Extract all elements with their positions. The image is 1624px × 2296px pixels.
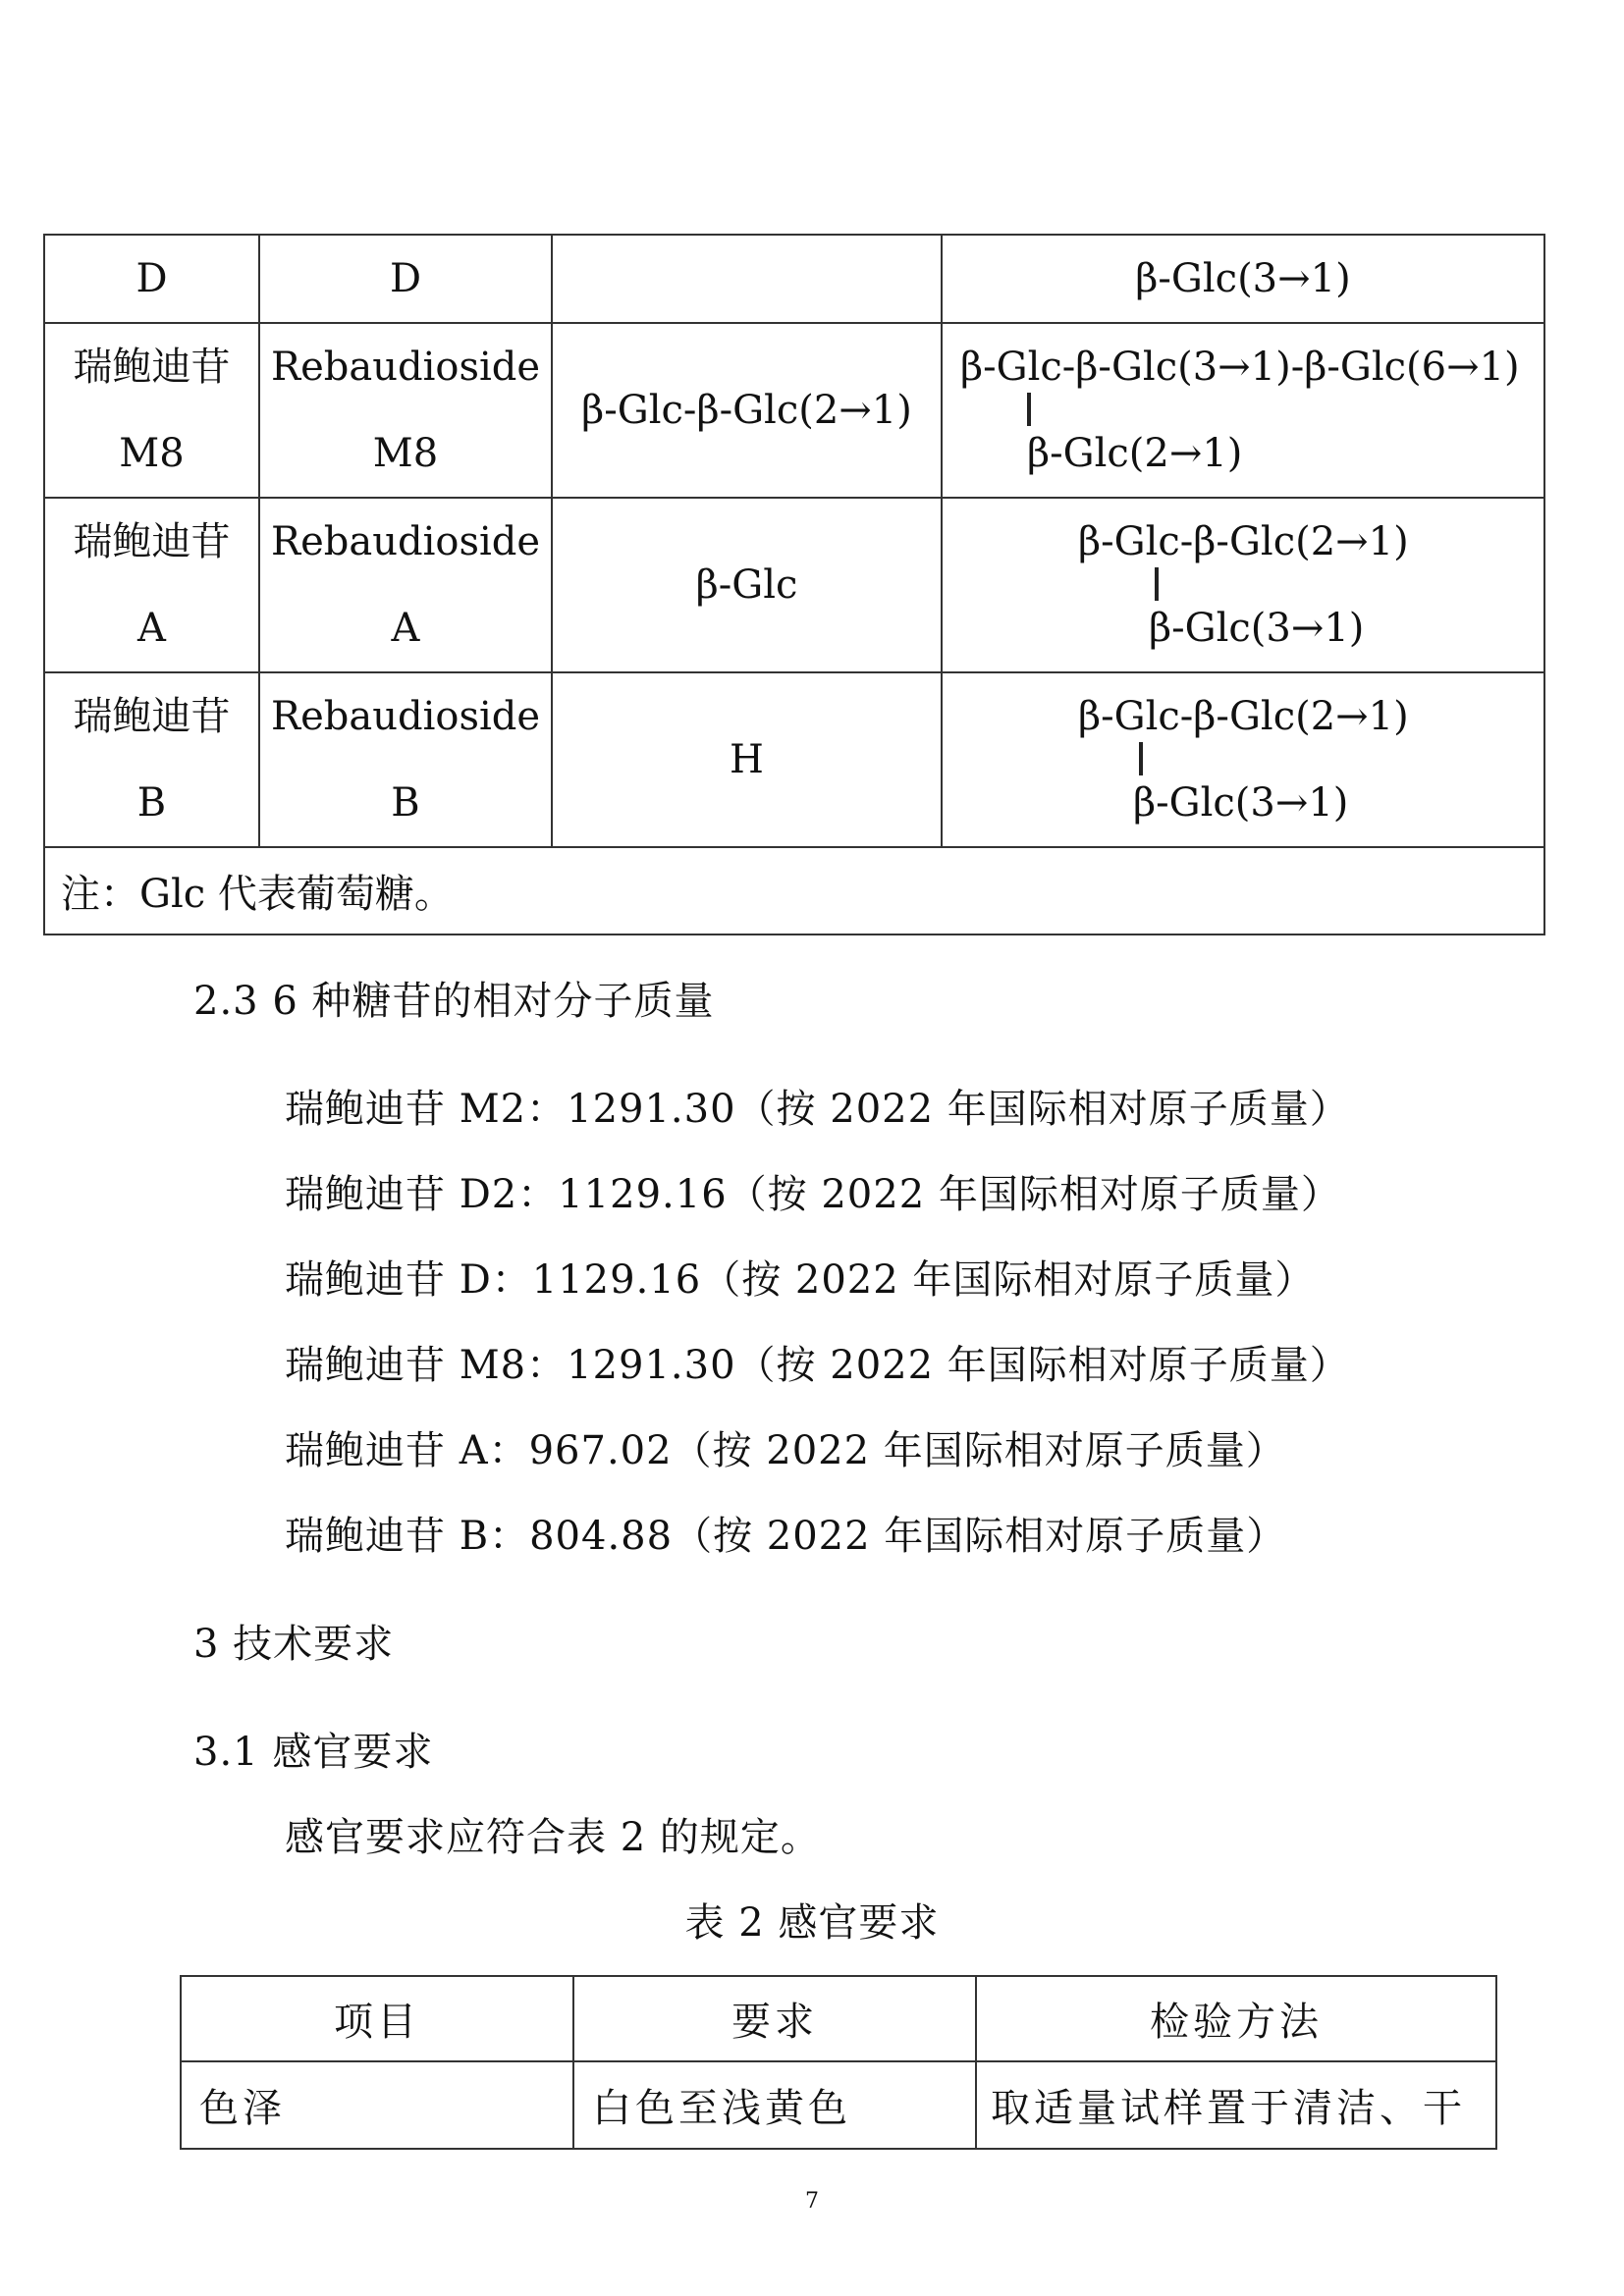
r1-cell: [552, 235, 942, 323]
test-method-cell: 取适量试样置于清洁、干: [976, 2061, 1496, 2149]
table-row: [181, 2061, 1496, 2149]
table-row: [44, 672, 1544, 847]
cn-name-line: M8: [119, 431, 185, 476]
r2-branch: β-Glc(2→1): [1027, 431, 1243, 476]
r2-cell: [942, 672, 1544, 847]
section-heading-2-3: 2.3 6 种糖苷的相对分子质量: [193, 979, 715, 1024]
section-heading-3-1: 3.1 感官要求: [193, 1730, 434, 1775]
en-name-line: A: [391, 606, 420, 651]
en-name-cell: [259, 498, 552, 672]
table-row: [44, 235, 1544, 323]
r2-main-chain: β-Glc-β-Glc(2→1): [1078, 694, 1409, 739]
molecular-mass-item: 瑞鲍迪苷 B：804.88（按 2022 年国际相对原子质量）: [285, 1514, 1287, 1559]
r2-main-chain: β-Glc-β-Glc(3→1)-β-Glc(6→1): [960, 345, 1520, 390]
cn-name-line: A: [137, 606, 166, 651]
molecular-mass-item: 瑞鲍迪苷 M2：1291.30（按 2022 年国际相对原子质量）: [285, 1087, 1350, 1132]
cn-name-cell: [44, 672, 259, 847]
r2-cell: [942, 323, 1544, 498]
en-name-line: M8: [372, 431, 439, 476]
r1-cell: H: [552, 672, 942, 847]
r2-main-chain: β-Glc-β-Glc(2→1): [1078, 519, 1409, 564]
r2-cell: [942, 498, 1544, 672]
sensory-requirements-table: [180, 1975, 1497, 2150]
requirement-cell: 白色至浅黄色: [573, 2061, 976, 2149]
glycoside-structure-table: [43, 234, 1545, 935]
r1-cell: β-Glc-β-Glc(2→1): [552, 323, 942, 498]
table2-caption: 表 2 感官要求: [684, 1900, 940, 1946]
cn-name-line: B: [136, 780, 167, 826]
en-name-cell: [259, 323, 552, 498]
cn-name-cell: [44, 323, 259, 498]
section-heading-3: 3 技术要求: [193, 1622, 395, 1667]
en-name-line: Rebaudioside: [270, 519, 541, 564]
page-number: 7: [805, 2189, 819, 2214]
molecular-mass-item: 瑞鲍迪苷 D2：1129.16（按 2022 年国际相对原子质量）: [285, 1172, 1341, 1217]
table-note-row: [44, 847, 1544, 934]
r1-cell: β-Glc: [552, 498, 942, 672]
en-name-line: B: [391, 780, 420, 826]
item-cell: 色泽: [181, 2061, 573, 2149]
molecular-mass-item: 瑞鲍迪苷 M8：1291.30（按 2022 年国际相对原子质量）: [285, 1343, 1350, 1388]
header-requirement: 要求: [573, 1976, 976, 2061]
table-row: [44, 498, 1544, 672]
cn-name-cell: [44, 498, 259, 672]
r2-cell: β-Glc(3→1): [942, 235, 1544, 323]
table-row: [44, 323, 1544, 498]
table-header-row: [181, 1976, 1496, 2061]
header-item: 项目: [181, 1976, 573, 2061]
molecular-mass-item: 瑞鲍迪苷 A：967.02（按 2022 年国际相对原子质量）: [285, 1428, 1286, 1473]
en-name-cell: D: [259, 235, 552, 323]
cn-name-line: 瑞鲍迪苷: [73, 345, 231, 390]
header-test-method: 检验方法: [976, 1976, 1496, 2061]
table-note: 注：Glc 代表葡萄糖。: [44, 847, 1544, 934]
cn-name-cell: D: [44, 235, 259, 323]
section-3-1-text: 感官要求应符合表 2 的规定。: [285, 1815, 821, 1860]
r2-branch: β-Glc(3→1): [1133, 780, 1349, 826]
en-name-line: Rebaudioside: [270, 345, 541, 390]
cn-name-line: 瑞鲍迪苷: [73, 519, 231, 564]
cn-name-line: 瑞鲍迪苷: [73, 694, 231, 739]
r2-branch: β-Glc(3→1): [1149, 606, 1365, 651]
en-name-cell: [259, 672, 552, 847]
molecular-mass-item: 瑞鲍迪苷 D：1129.16（按 2022 年国际相对原子质量）: [285, 1257, 1316, 1303]
en-name-line: Rebaudioside: [270, 694, 541, 739]
